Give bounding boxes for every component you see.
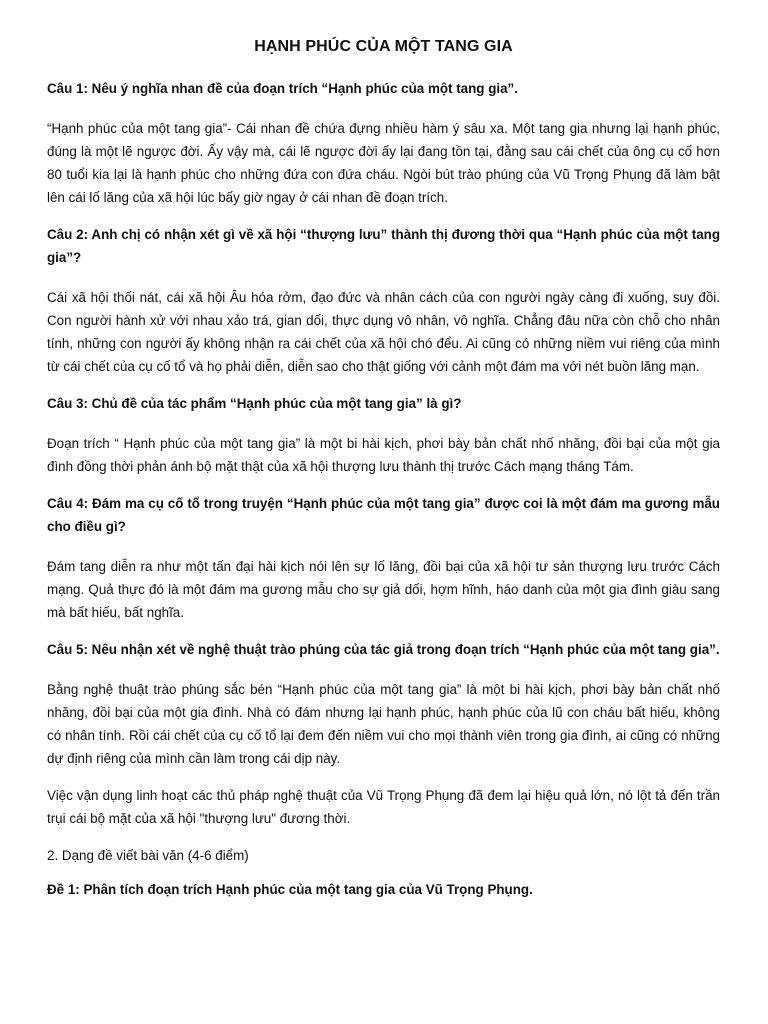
question-section-4 [47,492,720,624]
answer-paragraph: Cái xã hội thối nát, cái xã hội Âu hóa rởm, đạo đức và nhân cách của con người ngày càng đi xuống, suy đồi. Con người hành xử với nhau xảo trá, gian dối, thực dụng vô nhân, vô nghĩa. Chẳng đâu nữa còn chỗ cho nhân tính, những con người ấy không nhận ra cái chết của xã hội chó đểu. Ai cũng có những niềm vui riêng của mình từ cái chết của cụ cố tổ và họ phải diễn, diễn sao cho thật giống với cảnh một đám ma với nét buồn lăng mạn. [47,290,720,374]
answer-paragraph: Bằng nghệ thuật trào phúng sắc bén “Hạnh phúc của một tang gia” là một bi hài kịch, phơi bày bản chất nhố nhăng, đồi bại của một gia đình. Nhà có đám nhưng lại hạnh phúc, hạnh phúc của lũ con cháu bất hiếu, không có nhân tính. Rồi cái chết của cụ cố tổ lại đem đến niềm vui cho mọi thành viên trong gia đình, ai cũng có những dự định riêng của mình cần làm trong cái dịp này. [47,682,720,766]
question-heading: Câu 4: Đám ma cụ cố tổ trong truyện “Hạnh phúc của một tang gia” được coi là một đám ma gương mẫu cho điều gì? [47,496,720,534]
essay-prompt-heading: Đề 1: Phân tích đoạn trích Hạnh phúc của một tang gia của Vũ Trọng Phụng. [47,882,533,897]
question-section-2 [47,223,720,378]
question-section-3 [47,392,720,478]
list-item-text: Dạng đề viết bài văn (4-6 điểm) [61,848,249,863]
answer-paragraph: Đoạn trích “ Hạnh phúc của một tang gia” là một bi hài kịch, phơi bày bản chất nhố nhăng, đồi bại của một gia đình đồng thời phản ánh bộ mặt thật của xã hội thượng lưu thành thị trước Cách mạng tháng Tám. [47,436,720,474]
question-heading: Câu 2: Anh chị có nhận xét gì về xã hội “thượng lưu” thành thị đương thời qua “Hạnh phúc của một tang gia”? [47,227,720,265]
question-section-5 [47,638,720,830]
answer-paragraph: “Hạnh phúc của một tang gia”- Cái nhan đề chứa đựng nhiều hàm ý sâu xa. Một tang gia nhưng lại hạnh phúc, đúng là một lẽ ngược đời. Ấy vậy mà, cái lẽ ngược đời ấy lại đang tồn tại, đằng sau cái chết của ông cụ cố hơn 80 tuổi kia lại là hạnh phúc cho những đứa con đứa cháu. Ngòi bút trào phúng của Vũ Trọng Phụng đã làm bật lên cái lố lăng của xã hội lúc bấy giờ ngay ở cái nhan đề đoạn trích. [47,121,720,205]
answer-paragraph: Đám tang diễn ra như một tấn đại hài kịch nói lên sự lố lăng, đồi bại của xã hội tư sản thượng lưu trước Cách mạng. Quả thực đó là một đám ma gương mẫu cho sự giả dối, hợm hĩnh, háo danh của một gia đình giàu sang mà bất hiếu, bất nghĩa. [47,559,720,620]
question-heading: Câu 3: Chủ đề của tác phẩm “Hạnh phúc của một tang gia” là gì? [47,396,462,411]
answer-paragraph: Việc vận dụng linh hoạt các thủ pháp nghệ thuật của Vũ Trọng Phụng đã đem lại hiệu quả lớn, nó lột tả đến trần trụi cái bộ mặt của xã hội "thượng lưu" đương thời. [47,788,720,826]
question-heading: Câu 5: Nêu nhận xét về nghệ thuật trào phúng của tác giả trong đoạn trích “Hạnh phúc của một tang gia”. [47,642,720,657]
numbered-list-item [47,844,720,867]
document-title: HẠNH PHÚC CỦA MỘT TANG GIA [254,38,513,55]
list-number: 2. [47,848,59,863]
question-section-1 [47,77,720,209]
question-heading: Câu 1: Nêu ý nghĩa nhan đề của đoạn trích “Hạnh phúc của một tang gia”. [47,81,518,96]
